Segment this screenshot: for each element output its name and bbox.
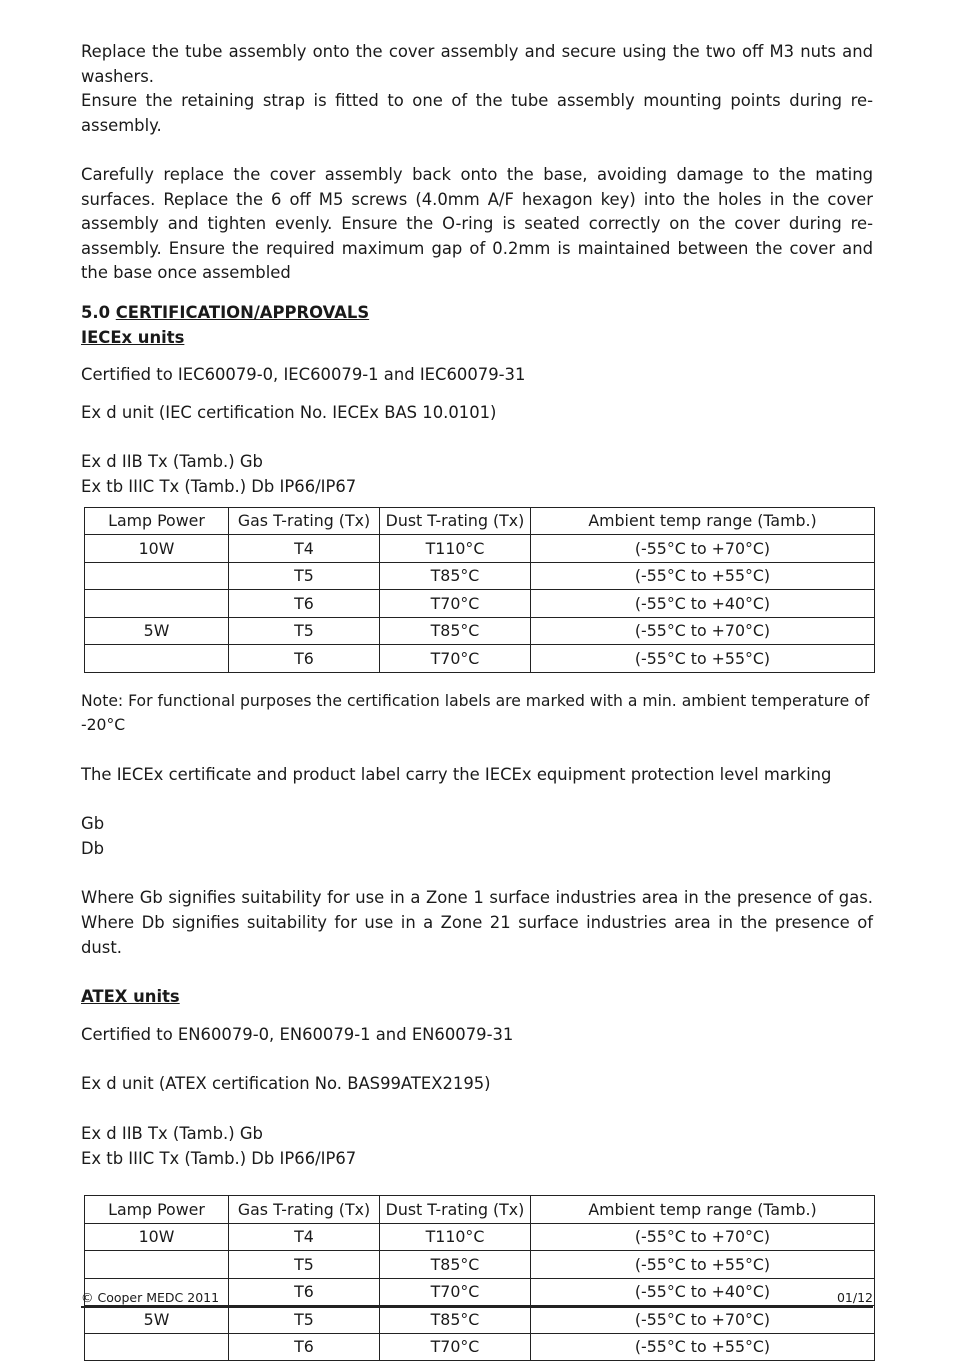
min-ambient-note: Note: For functional purposes the certification labels are marked with a min. ambient temperature of -20°C — [81, 691, 870, 735]
cell-gas-rating: T5 — [229, 1251, 380, 1279]
cell-ambient-range: (-55°C to +40°C) — [531, 1278, 875, 1306]
cell-dust-rating: T70°C — [380, 1278, 531, 1306]
footer-copyright: © Cooper MEDC 2011 — [81, 1290, 220, 1305]
table-row — [85, 617, 875, 645]
cell-gas-rating: T6 — [229, 645, 380, 673]
iecex-heading: IECEx units — [81, 327, 185, 347]
cell-dust-rating: T85°C — [380, 562, 531, 590]
table-row — [85, 645, 875, 673]
cell-lamp-power — [85, 590, 229, 618]
document-page — [81, 40, 873, 1361]
cell-dust-rating: T110°C — [380, 535, 531, 563]
cell-dust-rating: T85°C — [380, 617, 531, 645]
header-gas-rating: Gas T-rating (Tx) — [229, 1196, 380, 1224]
atex-certified-text: Certified to EN60079-0, EN60079-1 and EN60079-31 — [81, 1024, 514, 1044]
cell-lamp-power — [85, 1333, 229, 1361]
iecex-certified-text: Certified to IEC60079-0, IEC60079-1 and IEC60079-31 — [81, 365, 526, 385]
cell-gas-rating: T4 — [229, 1223, 380, 1251]
table-row — [85, 562, 875, 590]
cell-lamp-power — [85, 562, 229, 590]
cell-lamp-power: 10W — [85, 535, 229, 563]
cell-gas-rating: T6 — [229, 1278, 380, 1306]
section-heading — [81, 301, 873, 326]
iecex-rating-table — [84, 507, 875, 673]
header-lamp-power: Lamp Power — [85, 1196, 229, 1224]
paragraph-reassembly-line2: Ensure the retaining strap is fitted to one of the tube assembly mounting points during re-assembly. — [81, 91, 873, 135]
section-number: 5.0 — [81, 302, 111, 322]
cell-ambient-range: (-55°C to +40°C) — [531, 590, 875, 618]
where-gb-text: Where Gb signifies suitability for use in a Zone 1 surface industries area in the presence of gas. — [81, 888, 873, 908]
iecex-marking-dust: Ex tb IIIC Tx (Tamb.) Db IP66/IP67 — [81, 476, 357, 496]
iecex-marking-gas: Ex d IIB Tx (Tamb.) Gb — [81, 452, 263, 472]
paragraph-reassembly-line1: Replace the tube assembly onto the cover assembly and secure using the two off M3 nuts and washers. — [81, 42, 873, 86]
cell-lamp-power: 10W — [85, 1223, 229, 1251]
cell-dust-rating: T85°C — [380, 1251, 531, 1279]
page-footer — [81, 1290, 873, 1308]
atex-rating-table — [84, 1195, 875, 1361]
cell-gas-rating: T5 — [229, 617, 380, 645]
atex-heading: ATEX units — [81, 987, 180, 1007]
cell-ambient-range: (-55°C to +55°C) — [531, 1333, 875, 1361]
cell-dust-rating: T70°C — [380, 1333, 531, 1361]
table-header-row — [85, 507, 875, 535]
table-row — [85, 590, 875, 618]
cell-gas-rating: T6 — [229, 1333, 380, 1361]
cell-ambient-range: (-55°C to +55°C) — [531, 562, 875, 590]
header-ambient-range: Ambient temp range (Tamb.) — [531, 1196, 875, 1224]
atex-marking-dust: Ex tb IIIC Tx (Tamb.) Db IP66/IP67 — [81, 1148, 357, 1168]
cell-ambient-range: (-55°C to +70°C) — [531, 617, 875, 645]
table-row — [85, 1251, 875, 1279]
cell-dust-rating: T70°C — [380, 645, 531, 673]
header-gas-rating: Gas T-rating (Tx) — [229, 507, 380, 535]
cell-gas-rating: T5 — [229, 1306, 380, 1334]
paragraph-cover-replacement: Carefully replace the cover assembly back onto the base, avoiding damage to the mating surfaces. Replace the 6 off M5 screws (4.0mm A/F hexagon key) into the holes in the cover assembly and tighten evenly. Ensure the O-ring is seated correctly on the cover during re-assembly. Ensure the required maximum gap of 0.2mm is maintained between the cover and the base once assembled — [81, 164, 873, 283]
cell-lamp-power: 5W — [85, 617, 229, 645]
where-db-text: Where Db signifies suitability for use in a Zone 21 surface industries area in the presence of dust. — [81, 913, 873, 957]
cell-dust-rating: T70°C — [380, 590, 531, 618]
cell-ambient-range: (-55°C to +70°C) — [531, 535, 875, 563]
header-lamp-power: Lamp Power — [85, 507, 229, 535]
cell-gas-rating: T6 — [229, 590, 380, 618]
cell-lamp-power — [85, 1251, 229, 1279]
header-dust-rating: Dust T-rating (Tx) — [380, 1196, 531, 1224]
section-title: CERTIFICATION/APPROVALS — [115, 302, 370, 322]
cell-ambient-range: (-55°C to +70°C) — [531, 1223, 875, 1251]
cell-ambient-range: (-55°C to +70°C) — [531, 1306, 875, 1334]
header-ambient-range: Ambient temp range (Tamb.) — [531, 507, 875, 535]
cell-dust-rating: T85°C — [380, 1306, 531, 1334]
table-row — [85, 535, 875, 563]
cell-dust-rating: T110°C — [380, 1223, 531, 1251]
epl-db: Db — [81, 838, 105, 858]
cell-gas-rating: T4 — [229, 535, 380, 563]
epl-marking-text: The IECEx certificate and product label carry the IECEx equipment protection level marking — [81, 764, 832, 784]
cell-gas-rating: T5 — [229, 562, 380, 590]
epl-gb: Gb — [81, 814, 105, 834]
atex-marking-gas: Ex d IIB Tx (Tamb.) Gb — [81, 1124, 263, 1144]
table-row — [85, 1333, 875, 1361]
table-header-row — [85, 1196, 875, 1224]
header-dust-rating: Dust T-rating (Tx) — [380, 507, 531, 535]
cell-lamp-power: 5W — [85, 1306, 229, 1334]
cell-lamp-power — [85, 645, 229, 673]
cell-ambient-range: (-55°C to +55°C) — [531, 1251, 875, 1279]
table-row — [85, 1223, 875, 1251]
footer-date: 01/12 — [836, 1290, 873, 1305]
table-row — [85, 1306, 875, 1334]
iecex-ex-d-unit: Ex d unit (IEC certification No. IECEx BAS 10.0101) — [81, 402, 497, 422]
atex-ex-d-unit: Ex d unit (ATEX certification No. BAS99ATEX2195) — [81, 1074, 491, 1094]
cell-ambient-range: (-55°C to +55°C) — [531, 645, 875, 673]
